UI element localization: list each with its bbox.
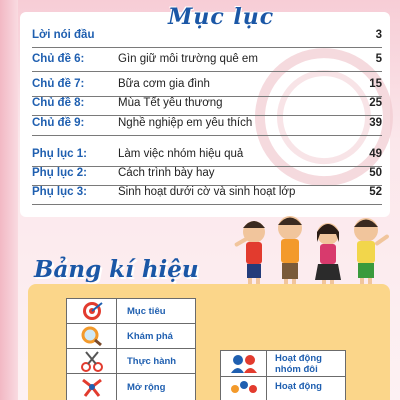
toc-row-appendix-3[interactable] — [32, 186, 382, 202]
toc-row-appendix-2[interactable] — [32, 167, 382, 183]
toc-topic: Cách trình bày hay — [118, 167, 215, 179]
toc-label: Chủ đề 6: — [32, 53, 85, 65]
toc-row-chapter-6[interactable] — [32, 53, 382, 69]
toc-label: Phụ lục 1: — [32, 148, 87, 160]
toc-label: Chủ đề 7: — [32, 78, 85, 90]
toc-label: Phụ lục 3: — [32, 186, 87, 198]
toc-page-number: 52 — [369, 186, 382, 198]
toc-row-intro[interactable] — [32, 29, 382, 45]
symbol-label: Thực hành — [127, 356, 177, 367]
symbol-label: Hoạt động nhóm đôi — [275, 353, 322, 375]
symbol-row — [221, 377, 345, 400]
toc-topic: Làm việc nhóm hiệu quả — [118, 148, 244, 160]
toc-row-appendix-1[interactable] — [32, 148, 382, 164]
left-margin-band — [0, 0, 18, 400]
toc-page-number: 3 — [375, 29, 382, 41]
toc-row-chapter-8[interactable] — [32, 97, 382, 113]
symbol-row — [67, 324, 195, 349]
symbol-key-panel — [28, 284, 390, 400]
toc-topic: Bữa cơm gia đình — [118, 78, 210, 90]
scissors-icon — [67, 349, 117, 373]
toc-topic: Sinh hoạt dưới cờ và sinh hoạt lớp — [118, 186, 296, 198]
key-title: Bảng kí hiệu — [34, 256, 199, 283]
toc-page-number: 39 — [369, 117, 382, 129]
symbol-label: Khám phá — [127, 331, 173, 342]
divider — [32, 115, 382, 116]
symbol-label: Mục tiêu — [127, 306, 166, 317]
group-icon — [221, 377, 267, 400]
toc-page-number: 49 — [369, 148, 382, 160]
toc-row-chapter-9[interactable] — [32, 117, 382, 133]
magnifier-icon — [67, 324, 117, 348]
toc-page-number: 25 — [369, 97, 382, 109]
target-icon — [67, 299, 117, 323]
expand-icon — [67, 374, 117, 400]
divider — [32, 71, 382, 72]
toc-label: Chủ đề 9: — [32, 117, 85, 129]
toc-topic: Nghề nghiệp em yêu thích — [118, 117, 253, 129]
symbol-row — [67, 299, 195, 324]
divider — [32, 135, 382, 136]
toc-page-number: 15 — [369, 78, 382, 90]
toc-label: Lời nói đầu — [32, 29, 95, 41]
symbol-row — [221, 351, 345, 377]
divider — [32, 47, 382, 48]
toc-topic: Mùa Tết yêu thương — [118, 97, 223, 109]
toc-page-number: 50 — [369, 167, 382, 179]
symbol-list-right — [220, 350, 346, 400]
toc-label: Phụ lục 2: — [32, 167, 87, 179]
toc-row-chapter-7[interactable] — [32, 78, 382, 94]
symbol-label: Mở rộng — [127, 382, 166, 393]
symbol-row — [67, 374, 195, 400]
toc-page-number: 5 — [375, 53, 382, 65]
table-of-contents — [20, 4, 390, 217]
symbol-row — [67, 349, 195, 374]
pair-group-icon — [221, 351, 267, 376]
symbol-list-left — [66, 298, 196, 400]
toc-title: Mục lục — [168, 4, 275, 30]
symbol-label: Hoạt động — [275, 381, 322, 392]
toc-topic: Gìn giữ môi trường quê em — [118, 53, 258, 65]
toc-label: Chủ đề 8: — [32, 97, 85, 109]
